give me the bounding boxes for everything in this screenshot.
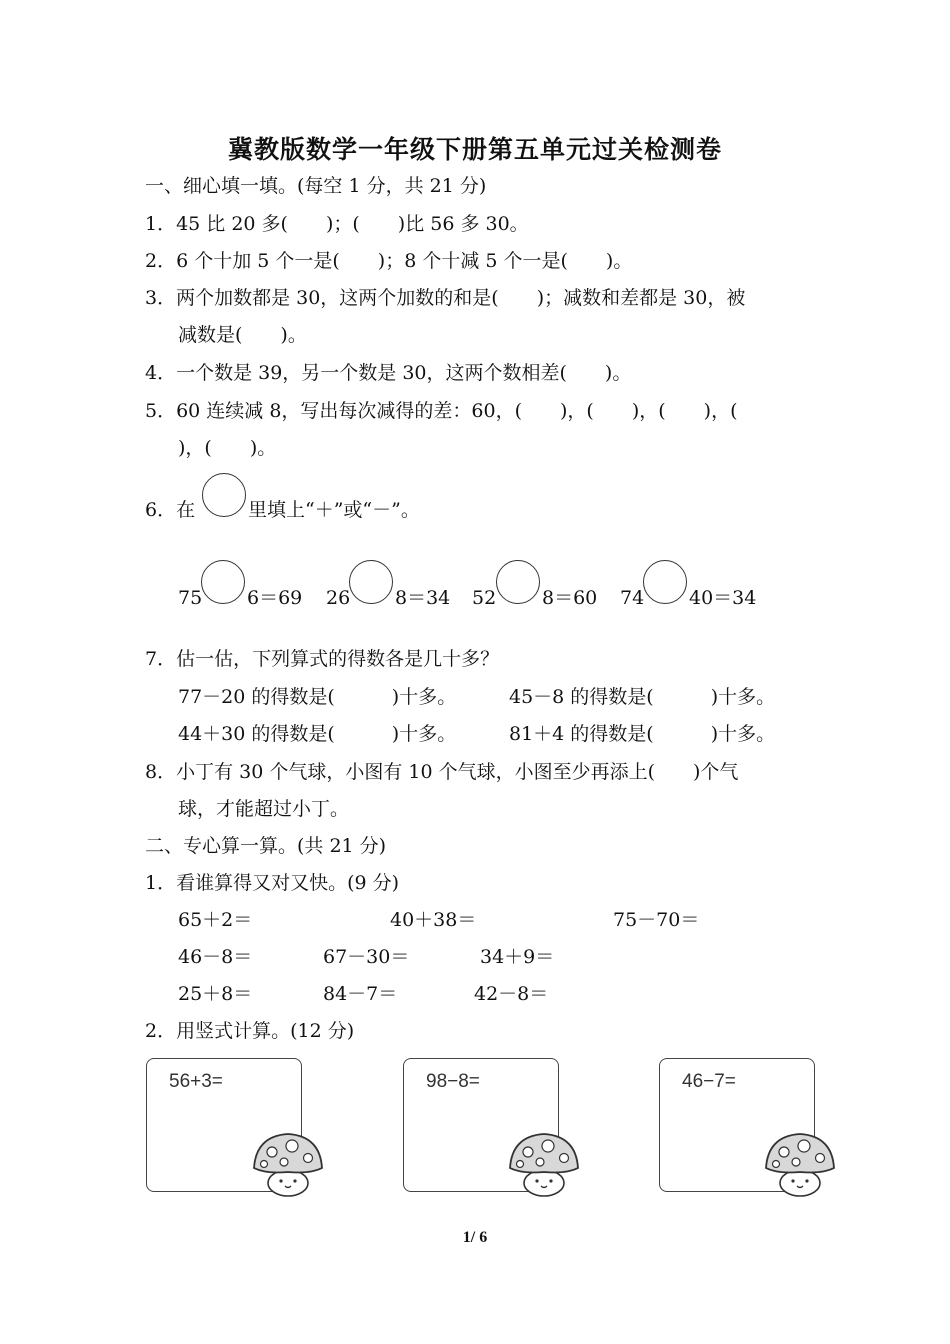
answer-circle[interactable] <box>349 560 393 604</box>
q6-item-left: 26 <box>326 587 351 609</box>
q7-item: 77－20 的得数是( )十多。 <box>178 686 457 708</box>
q6-item-left: 75 <box>178 587 203 609</box>
question-1-3-cont: 减数是( )。 <box>178 324 307 346</box>
q7-item: 44＋30 的得数是( )十多。 <box>178 723 457 745</box>
q7-item: 45－8 的得数是( )十多。 <box>509 686 776 708</box>
question-1-7: 7．估一估，下列算式的得数各是几十多？ <box>145 648 500 670</box>
calc-item: 34＋9＝ <box>480 946 555 968</box>
section2-header: 二、专心算一算。(共 21 分) <box>145 835 387 857</box>
calc-item: 65＋2＝ <box>178 909 253 931</box>
question-2-2: 2．用竖式计算。(12 分) <box>145 1020 355 1042</box>
calc-item: 40＋38＝ <box>390 909 477 931</box>
calc-item: 84－7＝ <box>323 983 398 1005</box>
page-number: 1/ 6 <box>462 1229 488 1246</box>
question-1-6-prefix: 6．在 <box>145 499 196 521</box>
q7-item: 81＋4 的得数是( )十多。 <box>509 723 776 745</box>
q6-item-right: 6＝69 <box>247 587 303 609</box>
answer-circle[interactable] <box>202 473 246 517</box>
q6-item-left: 52 <box>472 587 497 609</box>
question-1-5: 5．60 连续减 8，写出每次减得的差：60，( )，( )，( )，( <box>145 400 738 422</box>
vertical-calc-expression: 98−8= <box>426 1071 480 1092</box>
question-1-6-suffix: 里填上“＋”或“－”。 <box>248 499 420 521</box>
q6-item-right: 8＝34 <box>395 587 451 609</box>
answer-circle[interactable] <box>496 560 540 604</box>
answer-circle[interactable] <box>643 560 687 604</box>
calc-item: 42－8＝ <box>474 983 549 1005</box>
mushroom-icon <box>250 1128 326 1198</box>
page-title: 冀教版数学一年级下册第五单元过关检测卷 <box>227 135 722 164</box>
question-2-1: 1．看谁算得又对又快。(9 分) <box>145 872 400 894</box>
answer-circle[interactable] <box>201 560 245 604</box>
question-1-2: 2．6 个十加 5 个一是( )；8 个十减 5 个一是( )。 <box>145 250 633 272</box>
question-1-8-cont: 球，才能超过小丁。 <box>178 798 350 820</box>
mushroom-icon <box>506 1128 582 1198</box>
calc-item: 67－30＝ <box>323 946 410 968</box>
mushroom-icon <box>762 1128 838 1198</box>
question-1-1: 1．45 比 20 多( )；( )比 56 多 30。 <box>145 213 529 235</box>
q6-item-left: 74 <box>620 587 645 609</box>
question-1-3: 3．两个加数都是 30，这两个加数的和是( )；减数和差都是 30，被 <box>145 287 746 309</box>
question-1-4: 4．一个数是 39，另一个数是 30，这两个数相差( )。 <box>145 362 632 384</box>
section1-header: 一、细心填一填。(每空 1 分，共 21 分) <box>145 175 487 197</box>
vertical-calc-expression: 46−7= <box>682 1071 736 1092</box>
calc-item: 75－70＝ <box>613 909 700 931</box>
calc-item: 46－8＝ <box>178 946 253 968</box>
calc-item: 25＋8＝ <box>178 983 253 1005</box>
q6-item-right: 40＝34 <box>689 587 757 609</box>
vertical-calc-expression: 56+3= <box>169 1071 223 1092</box>
question-1-5-cont: )，( )。 <box>178 437 277 459</box>
q6-item-right: 8＝60 <box>542 587 598 609</box>
question-1-8: 8．小丁有 30 个气球，小图有 10 个气球，小图至少再添上( )个气 <box>145 761 739 783</box>
